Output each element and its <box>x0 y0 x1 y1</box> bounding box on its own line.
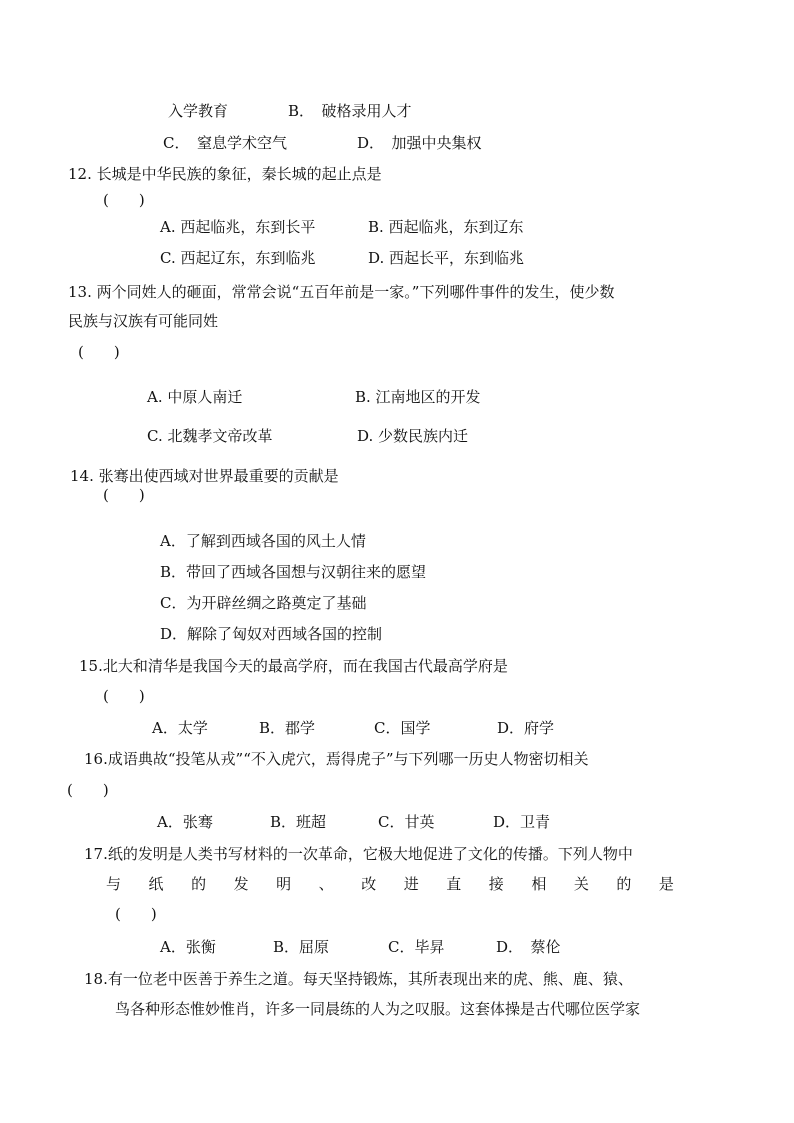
q11-option-c: C． 窒息学术空气 <box>163 134 287 152</box>
q15-option-b: B．郡学 <box>259 719 316 737</box>
q13-option-a: A. 中原人南迁 <box>147 388 243 406</box>
q12-stem: 12. 长城是中华民族的象征，秦长城的起止点是 <box>68 165 382 183</box>
q17-stem-line2-char: 直 <box>446 875 462 893</box>
q15-option-c: C．国学 <box>374 719 431 737</box>
q17-stem-line2-char: 是 <box>658 875 674 893</box>
q14-option-b: B．带回了西域各国想与汉朝往来的愿望 <box>160 563 427 581</box>
q11-option-b: B． 破格录用人才 <box>288 102 412 120</box>
q12-answer-paren: ( ) <box>103 191 145 209</box>
q12-option-a: A. 西起临兆，东到长平 <box>160 218 316 236</box>
q15-option-d: D．府学 <box>497 719 555 737</box>
q17-stem-line2-char: 的 <box>616 875 632 893</box>
q17-stem-line2-char: 、 <box>318 875 334 893</box>
q18-stem-line2: 鸟各种形态惟妙惟肖，许多一同晨练的人为之叹服。这套体操是古代哪位医学家 <box>115 1000 641 1018</box>
q17-stem-line2-char: 明 <box>276 875 292 893</box>
q13-option-c: C. 北魏孝文帝改革 <box>147 427 273 445</box>
q13-stem-line1: 13. 两个同姓人的砸面，常常会说“五百年前是一家。”下列哪件事件的发生，使少数 <box>68 283 615 301</box>
q13-option-b: B. 江南地区的开发 <box>355 388 481 406</box>
q17-stem-line2-char: 相 <box>531 875 547 893</box>
q13-stem-line2: 民族与汉族有可能同姓 <box>68 312 219 330</box>
q13-answer-paren: ( ) <box>78 343 120 361</box>
q12-option-b: B. 西起临兆，东到辽东 <box>368 218 524 236</box>
q13-option-d: D. 少数民族内迁 <box>357 427 469 445</box>
q15-answer-paren: ( ) <box>103 687 145 705</box>
q17-answer-paren: ( ) <box>115 905 157 923</box>
q16-option-d: D．卫青 <box>493 813 551 831</box>
q17-stem-line2-char: 的 <box>191 875 207 893</box>
q17-option-a: A．张衡 <box>160 938 216 956</box>
q15-stem: 15.北大和清华是我国今天的最高学府，而在我国古代最高学府是 <box>79 657 508 675</box>
q16-option-c: C．甘英 <box>378 813 435 831</box>
q17-stem-line2-char: 进 <box>403 875 419 893</box>
q15-option-a: A．太学 <box>152 719 208 737</box>
q17-stem-line2-char: 关 <box>573 875 589 893</box>
q12-option-c: C. 西起辽东，东到临兆 <box>160 249 316 267</box>
q16-stem: 16.成语典故“投笔从戎”“不入虎穴，焉得虎子”与下列哪一历史人物密切相关 <box>84 750 589 768</box>
q17-stem-line1: 17.纸的发明是人类书写材料的一次革命，它极大地促进了文化的传播。下列人物中 <box>84 845 633 863</box>
q17-stem-line2 <box>106 874 674 894</box>
q17-stem-line2-char: 发 <box>233 875 249 893</box>
q17-option-c: C．毕昇 <box>388 938 445 956</box>
q14-option-c: C．为开辟丝绸之路奠定了基础 <box>160 594 367 612</box>
q17-stem-line2-char: 接 <box>488 875 504 893</box>
q12-option-d: D. 西起长平，东到临兆 <box>368 249 525 267</box>
q11-option-a: 入学教育 <box>168 102 229 120</box>
q11-option-d: D． 加强中央集权 <box>357 134 482 152</box>
q16-answer-paren: ( ) <box>67 781 109 799</box>
q14-option-a: A．了解到西域各国的风土人情 <box>160 532 366 550</box>
q16-option-a: A．张骞 <box>157 813 213 831</box>
q17-stem-line2-char: 与 <box>106 875 122 893</box>
q17-stem-line2-char: 纸 <box>148 875 164 893</box>
q14-option-d: D．解除了匈奴对西域各国的控制 <box>160 625 383 643</box>
q17-option-b: B．屈原 <box>273 938 330 956</box>
q18-stem-line1: 18.有一位老中医善于养生之道。每天坚持锻炼，其所表现出来的虎、熊、鹿、猿、 <box>84 970 633 988</box>
q16-option-b: B．班超 <box>270 813 327 831</box>
q17-stem-line2-char: 改 <box>361 875 377 893</box>
q14-answer-paren: ( ) <box>103 486 145 504</box>
q14-stem: 14. 张骞出使西域对世界最重要的贡献是 <box>70 467 339 485</box>
q17-option-d: D． 蔡伦 <box>496 938 561 956</box>
